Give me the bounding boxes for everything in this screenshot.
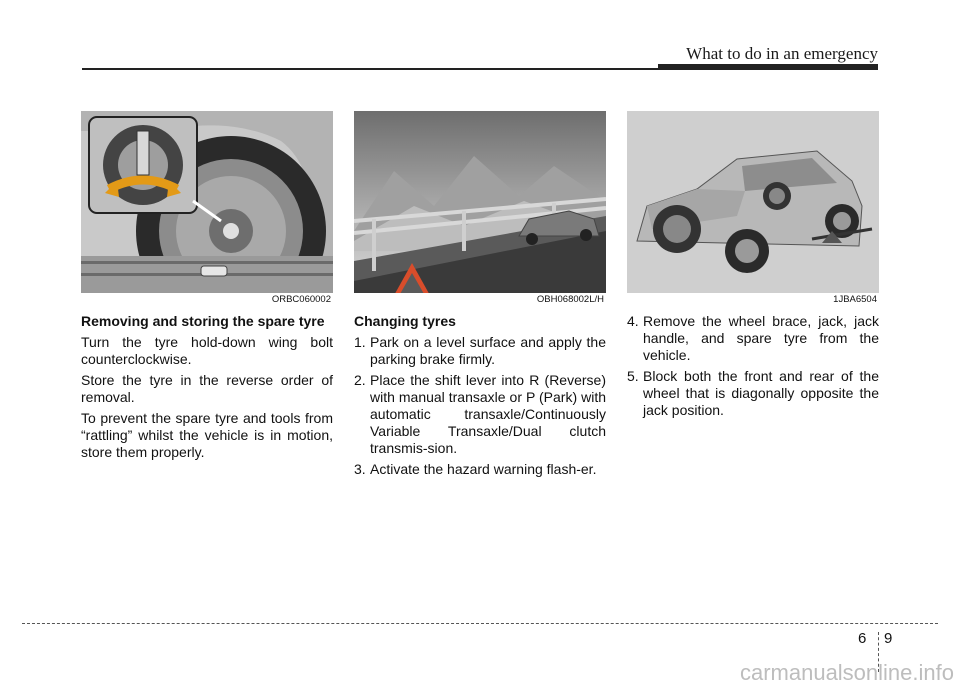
figure-car-spare — [627, 111, 879, 307]
figure-hazard-road — [354, 111, 606, 307]
step-item: 2. Place the shift lever into R (Reverse) with manual transaxle or P (Park) with automatic transaxle/Continuously Variable Transaxle/Dual clutch transmis-sion. — [354, 372, 606, 456]
section-heading: Removing and storing the spare tyre — [81, 313, 325, 329]
step-item: 3. Activate the hazard warning flash-er. — [354, 461, 597, 477]
paragraph: To prevent the spare tyre and tools from “rattling” whilst the vehicle is in motion, store them properly. — [81, 410, 333, 460]
paragraph: Store the tyre in the reverse order of removal. — [81, 372, 333, 405]
section-heading: Changing tyres — [354, 313, 456, 329]
page-number: 9 — [884, 630, 893, 647]
step-item: 1. Park on a level surface and apply the parking brake firmly. — [354, 334, 606, 367]
column-spare-tyre — [81, 111, 333, 465]
spare-tyre-illustration — [81, 111, 333, 307]
column-remove-tools — [627, 111, 879, 423]
figure-code: OBH068002L/H — [536, 294, 604, 305]
car-spare-illustration — [627, 111, 879, 307]
footer-divider — [22, 623, 938, 624]
watermark: carmanualsonline.info — [739, 660, 954, 685]
header-divider — [82, 68, 878, 70]
hazard-road-illustration — [354, 111, 606, 307]
figure-spare-tyre — [81, 111, 333, 307]
figure-code: 1JBA6504 — [833, 294, 877, 305]
column-changing-tyres — [354, 111, 606, 482]
step-item: 5. Block both the front and rear of the wheel that is diagonally opposite the jack position. — [627, 368, 879, 418]
paragraph: Turn the tyre hold-down wing bolt counterclockwise. — [81, 334, 333, 367]
chapter-number: 6 — [858, 630, 867, 647]
section-title: What to do in an emergency — [686, 44, 878, 63]
figure-code: ORBC060002 — [271, 294, 331, 305]
step-item: 4. Remove the wheel brace, jack, jack handle, and spare tyre from the vehicle. — [627, 313, 879, 363]
